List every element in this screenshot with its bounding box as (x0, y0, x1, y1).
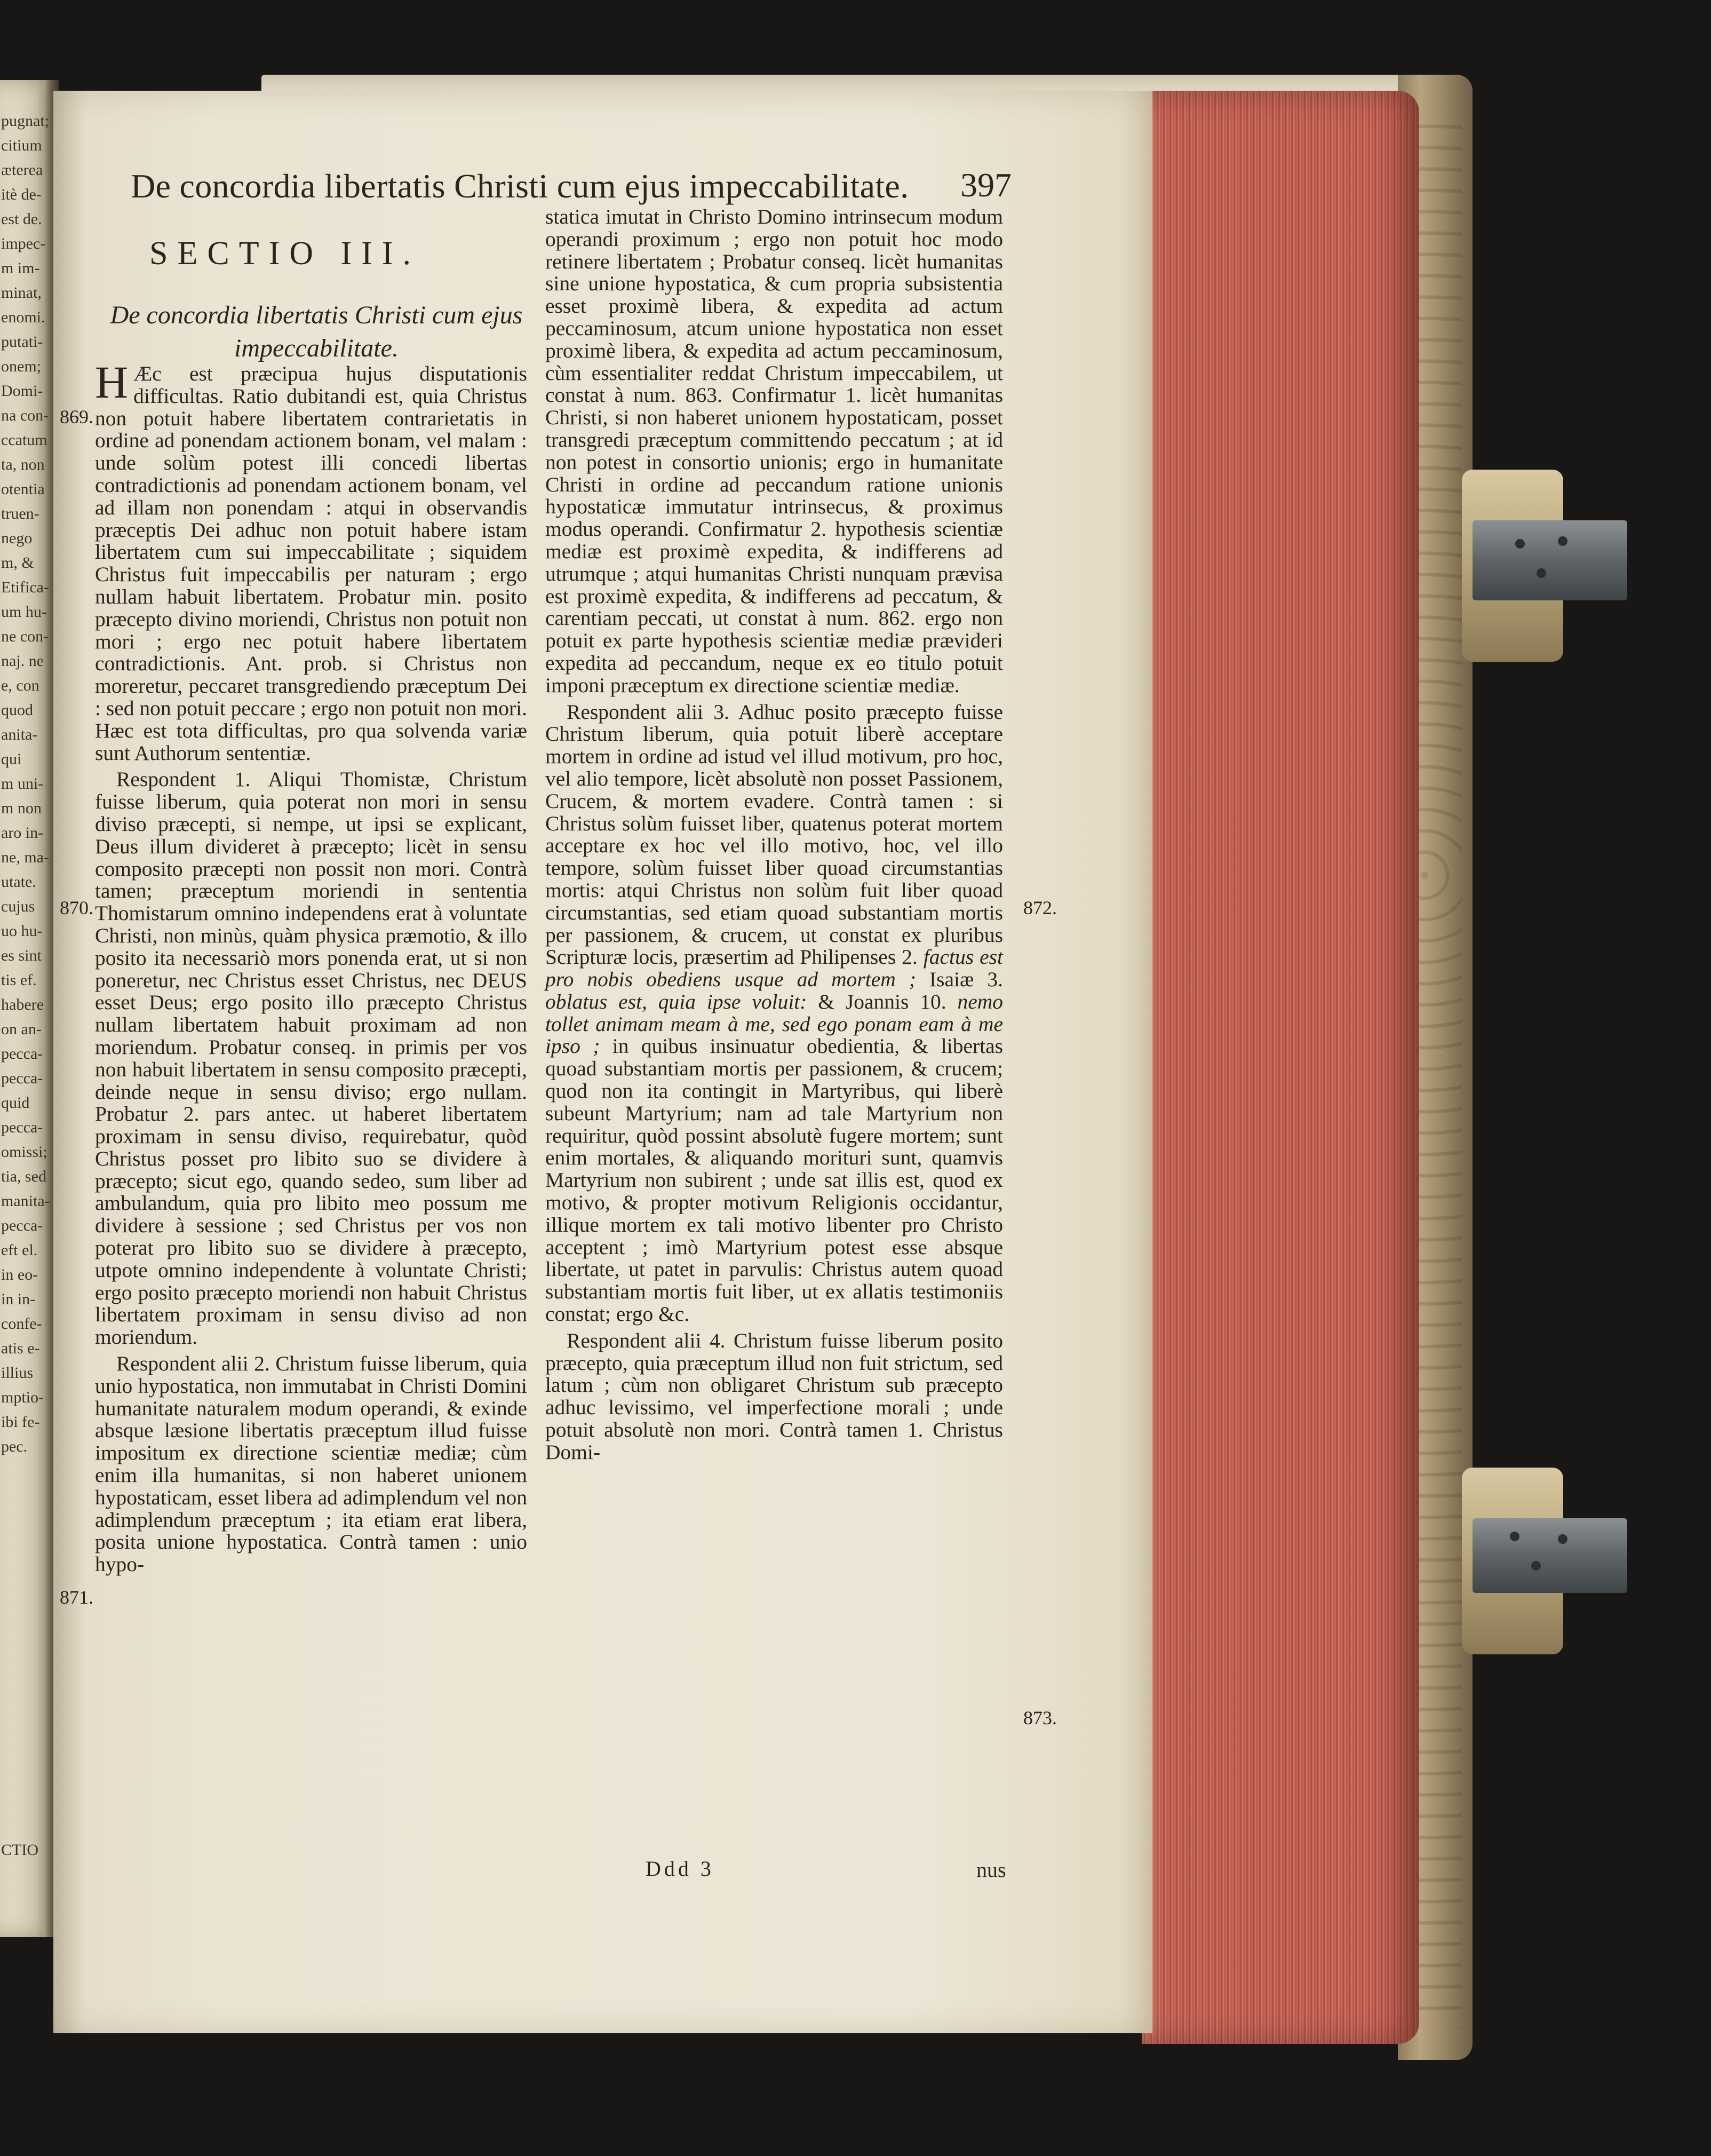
paragraph-number-873: 873. (1023, 1707, 1057, 1729)
rivet-icon (1558, 536, 1567, 546)
page-number: 397 (960, 166, 1012, 204)
left-page-fragment: m im- (1, 259, 40, 277)
left-page-fragment: manita- (1, 1192, 50, 1210)
upper-clasp (1451, 470, 1627, 662)
left-page-fragment: citium (1, 137, 42, 154)
left-page-fragment: est de. (1, 210, 42, 228)
section-title: De concordia libertatis Christi cum ejus impeccabilitate. (110, 301, 523, 362)
section-heading: SECTIO III. (149, 235, 420, 272)
paragraph-870: Respondent 1. Aliqui Thomistæ, Christum fuisse liberum, quia poterat non mori in sensu diviso præcepti, si nempe, ut ipsi se explicant, Deus illum divideret à præcepto; licèt in sensu composito præcepti non possit non mori. Contrà tamen; præceptum moriendi in sententia Thomistarum omnino independens erat à voluntate Christi, non minùs, quàm physica præmotio, & illo posito ita necessariò mors ponenda erat, ut si non poneretur, nec Christus esset Christus, nec DEUS esset Deus; ergo posito illo præcepto Christus nullam libertatem habuit proximam ad non moriendum. Probatur conseq. in primis per vos non habuit libertatem in sensu composito præcepti, deinde neque in sensu diviso; ergo nullam. Probatur 2. pars antec. ut haberet libertatem proximam in sensu diviso, requirebatur, quòd Christus posset pro libito suo se dividere à præcepto; sicut ego, quando sedeo, sum liber ad ambulandum, quia pro libito meo possum me dividere à sessione ; sed Christus per vos non poterat pro libito suo se dividere à præcepto, utpote omnino independente à voluntate Christi; ergo posito præcepto moriendi non habuit Christus libertatem proximam in sensu diviso ad non moriendum. (95, 767, 527, 1349)
paragraph-873: Respondent alii 4. Christum fuisse liberum posito præcepto, quia præceptum illud non fuit strictum, sed latum ; cùm non obligaret Christum sub præcepto adhuc levissimo, vel imperfectione morali ; unde potuit absolutè non mori. Contrà tamen 1. Christus Domi- (545, 1328, 1003, 1464)
left-page-fragment: ibi fe- (1, 1413, 40, 1431)
left-page-fragment: pec. (1, 1438, 28, 1455)
left-page-fragment: um hu- (1, 603, 47, 621)
left-page-fragment: habere (1, 996, 44, 1013)
left-page-fragment: m, & (1, 554, 34, 572)
left-page-fragment: quod (1, 701, 33, 719)
running-head: De concordia libertatis Christi cum ejus impeccabilitate. (131, 167, 909, 205)
paragraph-number-869: 869. (60, 406, 93, 427)
rivet-icon (1531, 1561, 1541, 1571)
scripture-quote-john: nemo tollet animam meam à me, sed ego ponam eam à me ipso ; (545, 989, 1004, 1058)
left-page-fragment: truen- (1, 505, 39, 522)
left-page-fragment: Domi- (1, 382, 43, 400)
catchword: nus (976, 1858, 1006, 1882)
left-page-fragment: uo hu- (1, 922, 43, 940)
paragraph-871-continued: statica imutat in Christo Domino intrinsecum modum operandi proximum ; ergo non potuit hoc modo retinere libertatem ; Probatur conseq. licèt humanitas sine unione hypostatica, & cum propria subsistentia esset proximè libera, & expedita ad actum peccaminosum, atcum unione hypostatica non esset proximè libera, & expedita ad actum peccaminosum, cùm essentialiter reddat Christum impeccabilem, ut constat à num. 863. Confirmatur 1. licèt humanitas Christi, si non haberet unionem hypostaticam, posset transgredi præceptum committendo peccatum ; at id non potest in consortio unionis; ergo in humanitate Christi in ordine ad peccandum ratione unionis hypostaticæ immutatur intrinsecus, & proximus modus operandi. Confirmatur 2. hypothesis scientiæ mediæ est proximè expedita, & indifferens ad utrumque ; atqui humanitas Christi nunquam prævisa est proximè expedita, & indifferens ad peccatum, & carentiam peccati, ut constat à num. 862. ergo non potuit ex parte hypothesis scientiæ mediæ prævideri expedita ad peccandum, neque ex eo titulo potuit imponi præceptum ex directione scientiæ mediæ. (545, 205, 1003, 697)
drop-capital: H (95, 356, 129, 408)
text-column-right (545, 206, 1003, 1464)
left-page-fragment: itè de- (1, 186, 42, 203)
left-page-fragment: nego (1, 529, 33, 547)
paragraph-872 (545, 701, 1003, 1326)
left-page-fragment: Etifica- (1, 578, 49, 596)
left-page-fragment: ne con- (1, 628, 49, 645)
clasp-metal-strap (1473, 520, 1627, 600)
paragraph-871: Respondent alii 2. Christum fuisse liberum, quia unio hypostatica, non immutabat in Christi Domini humanitate naturalem modum operandi, & exinde absque læsione libertatis præceptum illud fuisse impositum ex directione scientiæ mediæ; cùm enim illa humanitas, si non haberet unionem hypostaticam, esset libera ad adimplendum vel non adimplendum præceptum ; ita etiam erat libera, posita unione hypostatica. Contrà tamen : unio hypo- (95, 1352, 527, 1576)
left-page-fragment: pugnat; (1, 112, 49, 130)
scripture-quote-isaiah: oblatus est, quia ipse voluit: (545, 989, 807, 1013)
left-page-fragment: aro in- (1, 824, 44, 842)
left-page-fragment: pecca- (1, 1217, 43, 1234)
left-page-fragment: onem; (1, 358, 41, 375)
left-page-fragment: tia, sed (1, 1168, 46, 1185)
left-page-fragment: m uni- (1, 775, 44, 792)
left-page-fragment: illius (1, 1364, 34, 1382)
red-fore-edge (1142, 91, 1419, 2044)
left-page-fragment: ccatum (1, 431, 47, 449)
left-page-fragment: atis e- (1, 1339, 40, 1357)
rivet-icon (1510, 1532, 1519, 1541)
left-page-fragment: ta, non (1, 456, 45, 473)
paragraph-872-text-c: & Joannis 10. (818, 989, 946, 1013)
left-page-fragment: minat, (1, 284, 42, 302)
left-page-fragment: pecca- (1, 1045, 43, 1063)
paragraph-872-text-a: Respondent alii 3. Adhuc posito præcepto fuisse Christum liberum, quia potuit liberè acceptare mortem in ordine ad istud vel illud motivum, pro hoc, vel alio tempore, licèt absolutè non posset Passionem, Crucem, & mortem evadere. Contrà tamen : si Christus solùm fuisset liber, quatenus poterat mortem acceptare ex hoc vel illo motivo, hoc, vel illo tempore, solùm fuisset liber quoad circumstantias mortis: atqui Christus non solùm fuit liber quoad circumstantias, sed etiam quoad substantiam mortis per passionem, & crucem, ut constat ex pluribus Scripturæ locis, præsertim ad Philipenses 2. (545, 700, 1003, 969)
left-page-fragment: naj. ne (1, 652, 44, 670)
left-page-fragment: in eo- (1, 1266, 38, 1283)
scripture-quote-philippians: factus est pro nobis obediens usque ad mortem ; (545, 945, 1004, 992)
left-page-fragment: qui (1, 750, 22, 768)
left-page-fragment: on an- (1, 1020, 42, 1038)
signature-mark: Ddd 3 (646, 1857, 714, 1881)
left-page-fragment: impec- (1, 235, 46, 252)
left-page-fragment: e, con (1, 677, 39, 694)
left-page-fragment: omissi; (1, 1143, 47, 1161)
left-page-fragment: cujus (1, 898, 35, 915)
left-page-fragment: enomi. (1, 308, 45, 326)
rivet-icon (1515, 539, 1525, 549)
paragraph-number-872: 872. (1023, 897, 1057, 918)
left-page-text-fragments (0, 96, 51, 1943)
left-page-fragment: putati- (1, 333, 43, 351)
paragraph-number-870: 870. (60, 897, 93, 918)
left-page-fragment: es sint (1, 947, 42, 964)
left-page-fragment: pecca- (1, 1069, 43, 1087)
rivet-icon (1558, 1534, 1567, 1544)
paragraph-number-871: 871. (60, 1587, 93, 1608)
clasp-metal-strap (1473, 1518, 1627, 1593)
left-page-fragment: otentia (1, 480, 45, 498)
paragraph-869 (95, 356, 527, 765)
text-column-left (95, 356, 527, 1576)
left-page-fragment: mptio- (1, 1389, 44, 1406)
left-page-fragment: CTIO (1, 1841, 38, 1859)
lower-clasp (1451, 1468, 1627, 1654)
paragraph-872-text-b: Isaiæ 3. (929, 968, 1003, 992)
left-page-fragment: in in- (1, 1290, 36, 1308)
left-page-fragment: ne, ma- (1, 849, 49, 866)
rivet-icon (1537, 568, 1546, 578)
paragraph-869-text: Æc est præcipua hujus disputationis difficultas. Ratio dubitandi est, quia Christus non potuit habere libertatem contrarietatis in ordine ad ponendam actionem bonam, vel malam : unde solùm potest illi concedi libertas contradictionis ad ponendam actionem bonam, vel ad illam non ponendam : atqui in observandis præceptis Dei adhuc non potuit habere istam libertatem cum sui impeccabilitate ; siquidem Christus fuit impeccabilis per naturam ; ergo nullam habuit libertatem. Probatur min. posito præcepto divino moriendi, Christus non potuit non mori ; ergo nec potuit habere libertatem contradictionis. Ant. prob. si Christus non moreretur, peccaret transgrediendo præceptum Dei : sed non potuit peccare ; ergo non potuit non mori. Hæc est tota difficultas, pro qua solvenda variæ sunt Authorum sententiæ. (95, 362, 527, 765)
left-page-fragment: tis ef. (1, 971, 37, 989)
left-page-fragment: eft el. (1, 1241, 38, 1259)
left-page-fragment: confe- (1, 1315, 42, 1333)
left-page-fragment: m non (1, 799, 42, 817)
left-page-fragment: utate. (1, 873, 36, 891)
left-page-fragment: anita- (1, 726, 38, 743)
left-page-fragment: quid (1, 1094, 30, 1112)
left-page-fragment: na con- (1, 407, 49, 424)
left-page-fragment: pecca- (1, 1119, 43, 1136)
paragraph-872-text-d: in quibus insinuatur obedientia, & libertas quoad substantiam mortis per passionem, & crucem; quod non ita contingit in Martyribus, qui liberè subeunt Martyrium; nam ad tale Martyrium non requiritur, quòd possint absolutè fugere mortem; sunt enim mortales, & aliquando morituri sunt, quamvis Martyrium non subirent ; unde sat illis est, quod ex motivo, & propter motivum Religionis occidantur, illique mortem ex tali motivo libenter pro Christo acceptent ; imò Martyrium potest esse absque libertate, ut patet in parvulis: Christus autem quoad substantiam mortis fuit liber, ut ex allatis testimoniis constat; ergo &c. (545, 1034, 1004, 1326)
left-page-fragment: æterea (1, 161, 43, 179)
